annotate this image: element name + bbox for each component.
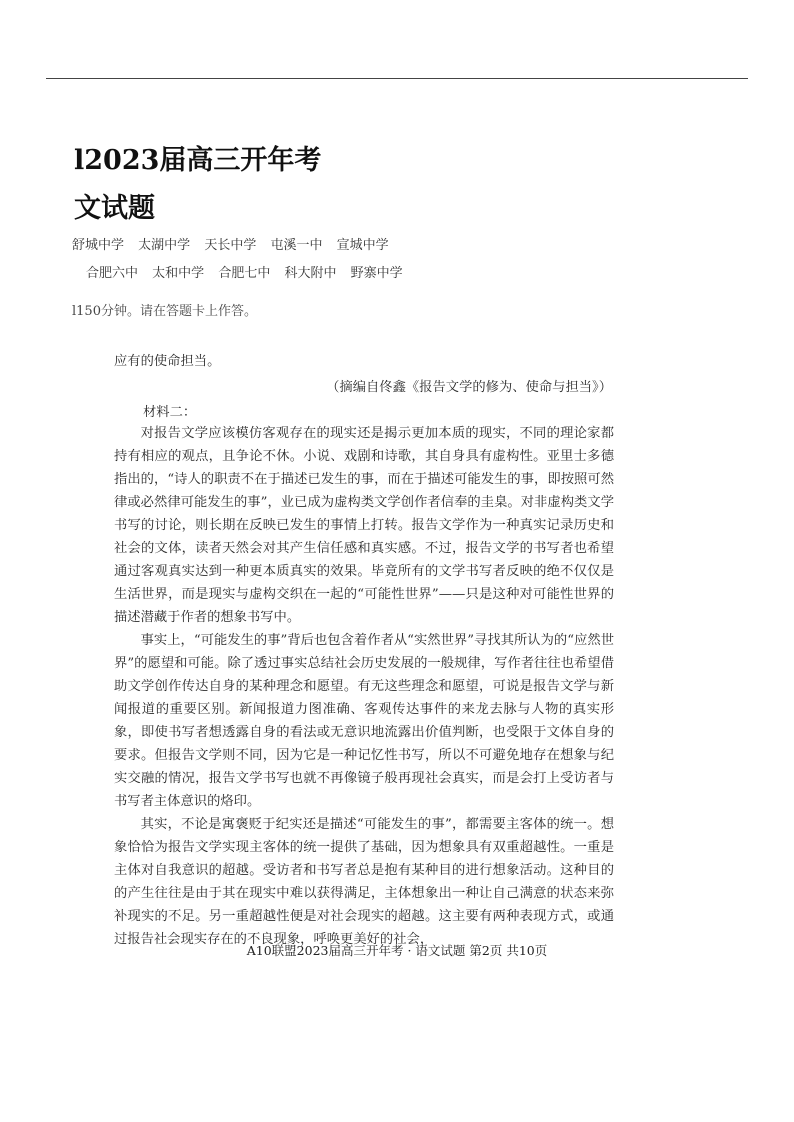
exam-title-line1: l2023届高三开年考 — [74, 145, 322, 176]
schools-row-2 — [86, 262, 413, 281]
carryover-line — [114, 350, 614, 373]
school-name: 合肥六中 — [86, 266, 139, 281]
page-footer: A10联盟2023届高三开年考 · 语文试题 第2页 共10页 — [246, 943, 548, 958]
school-name: 宣城中学 — [336, 238, 389, 253]
school-name: 科大附中 — [284, 266, 337, 281]
carryover-text: 应有的使命担当。 — [114, 354, 221, 369]
school-name: 野寨中学 — [350, 266, 403, 281]
school-name: 太湖中学 — [138, 238, 191, 253]
school-name: 舒城中学 — [72, 238, 125, 253]
source-citation: （摘编自佟鑫《报告文学的修为、使命与担当》） — [326, 380, 612, 395]
exam-instructions: l150分钟。请在答题卡上作答。 — [72, 304, 257, 319]
exam-title-line2: 文试题 — [74, 193, 155, 224]
material-heading: 材料二： — [143, 405, 197, 420]
article-body — [114, 422, 614, 951]
school-name: 合肥七中 — [218, 266, 271, 281]
school-name: 屯溪一中 — [270, 238, 323, 253]
school-name: 天长中学 — [204, 238, 257, 253]
schools-row-1 — [72, 234, 399, 253]
paragraph: 对报告文学应该模仿客观存在的现实还是揭示更加本质的现实，不同的理论家都持有相应的观点，且争论不休。小说、戏剧和诗歌，其自身具有虚构性。亚里士多德指出的，“诗人的职责不在于描述已发生的事，而在于描述可能发生的事，即按照可然律或必然律可能发生的事”，业已成为虚构类文学创作者信奉的圭臬。对非虚构类文学书写的讨论，则长期在反映已发生的事情上打转。报告文学作为一种真实记录历史和社会的文体，读者天然会对其产生信任感和真实感。不过，报告文学的书写者也希望通过客观真实达到一种更本质真实的效果。毕竟所有的文学书写者反映的绝不仅仅是生活世界，而是现实与虚构交织在一起的“可能性世界”——只是这种对可能性世界的描述潜藏于作者的想象书写中。 — [114, 426, 614, 625]
header-rule — [46, 78, 748, 79]
paragraph: 事实上，“可能发生的事”背后也包含着作者从“实然世界”寻找其所认为的“应然世界”的愿望和可能。除了透过事实总结社会历史发展的一般规律，写作者往往也希望借助文学创作传达自身的某种理念和愿望。有无这些理念和愿望，可说是报告文学与新闻报道的重要区别。新闻报道力图准确、客观传达事件的来龙去脉与人物的真实形象，即使书写者想透露自身的看法或无意识地流露出价值判断，也受限于文体自身的要求。但报告文学则不同，因为它是一种记忆性书写，所以不可避免地存在想象与纪实交融的情况，报告文学书写也就不再像镜子般再现社会真实，而是会打上受访者与书写者主体意识的烙印。 — [114, 633, 614, 809]
paragraph: 其实，不论是寓褒贬于纪实还是描述“可能发生的事”，都需要主客体的统一。想象恰恰为报告文学实现主客体的统一提供了基础，因为想象具有双重超越性。一重是主体对自我意识的超越。受访者和书写者总是抱有某种目的进行想象活动。这种目的的产生往往是由于其在现实中难以获得满足，主体想象出一种让自己满意的状态来弥补现实的不足。另一重超越性便是对社会现实的超越。这主要有两种表现方式，或通过报告社会现实存在的不良现象，呼唤更美好的社会， — [114, 817, 614, 947]
school-name: 太和中学 — [152, 266, 205, 281]
